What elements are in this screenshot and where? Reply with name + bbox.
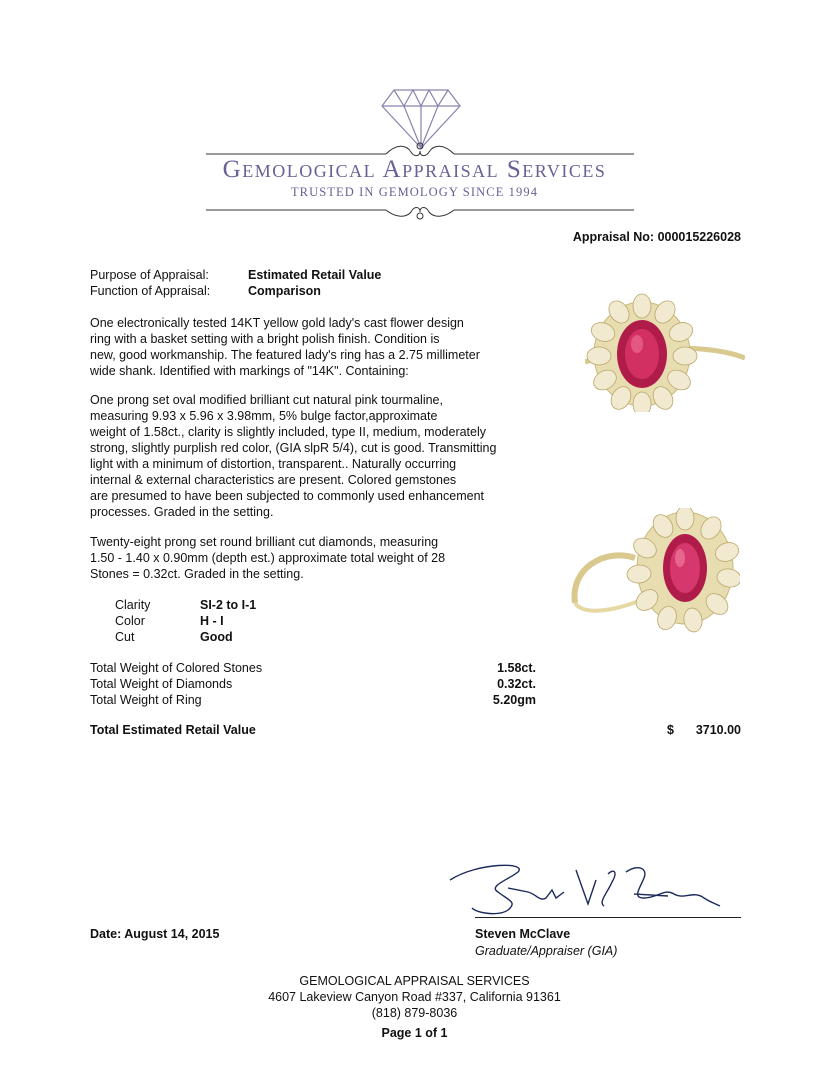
total-colored-label: Total Weight of Colored Stones [90, 661, 263, 675]
signature-line [475, 917, 741, 918]
estimate-value: 3710.00 [695, 723, 741, 737]
cut-label: Cut [115, 630, 135, 644]
purpose-label: Purpose of Appraisal: [90, 268, 209, 282]
function-label: Function of Appraisal: [90, 284, 211, 298]
footer-company: GEMOLOGICAL APPRAISAL SERVICES [299, 974, 530, 988]
ring-top-view-photo [585, 292, 745, 412]
diamonds-description: Twenty-eight prong set round brilliant cut diamonds, measuring 1.50 - 1.40 x 0.90mm (depth est.) approximate total weight of 28 Stones = 0.32ct. Graded in the setting. [90, 535, 446, 581]
appraiser-signature [448, 858, 723, 918]
color-value: H - I [200, 614, 224, 628]
function-value: Comparison [248, 284, 321, 298]
cut-value: Good [200, 630, 233, 644]
footer-address: 4607 Lakeview Canyon Road #337, California 91361 [268, 990, 561, 1004]
page-number: Page 1 of 1 [381, 1026, 448, 1040]
footer-phone: (818) 879-8036 [371, 1006, 458, 1020]
ring-side-view-photo [565, 508, 740, 633]
total-diamonds-label: Total Weight of Diamonds [90, 677, 233, 691]
tourmaline-description: One prong set oval modified brilliant cut natural pink tourmaline, measuring 9.93 x 5.96 x 3.98mm, 5% bulge factor,approximate weight of 1.58ct., clarity is slightly included, type II, medium, moderately strong, slightly purplish red color, (GIA slpR 5/4), cut is good. Transmitting light with a minimum of distortion, transparent.. Naturally occurring internal & external characteristics are present. Colored gemstones are presumed to have been subjected to commonly used enhancement processes. Graded in the setting. [90, 393, 497, 519]
appraiser-name: Steven McClave [475, 927, 571, 941]
appraisal-date: Date: August 14, 2015 [90, 927, 220, 941]
total-colored-value: 1.58ct. [497, 661, 536, 675]
estimate-currency: $ [667, 723, 674, 737]
total-ring-label: Total Weight of Ring [90, 693, 202, 707]
estimate-label: Total Estimated Retail Value [90, 723, 256, 737]
appraiser-title: Graduate/Appraiser (GIA) [475, 944, 618, 958]
clarity-value: SI-2 to I-1 [200, 598, 257, 612]
company-name-heading: Gemological Appraisal Services [222, 156, 607, 183]
company-tagline: TRUSTED IN GEMOLOGY SINCE 1994 [290, 185, 539, 199]
bottom-flourish-ornament [206, 200, 634, 222]
total-diamonds-value: 0.32ct. [497, 677, 536, 691]
clarity-label: Clarity [115, 598, 151, 612]
total-ring-value: 5.20gm [492, 693, 536, 707]
purpose-value: Estimated Retail Value [248, 268, 382, 282]
color-label: Color [115, 614, 145, 628]
appraisal-number: Appraisal No: 000015226028 [572, 230, 741, 244]
ring-description: One electronically tested 14KT yellow gold lady's cast flower design ring with a basket setting with a bright polish finish. Condition is new, good workmanship. The featured lady's ring has a 2.75 millimeter wide shank. Identified with markings of "14K". Containing: [90, 316, 480, 378]
